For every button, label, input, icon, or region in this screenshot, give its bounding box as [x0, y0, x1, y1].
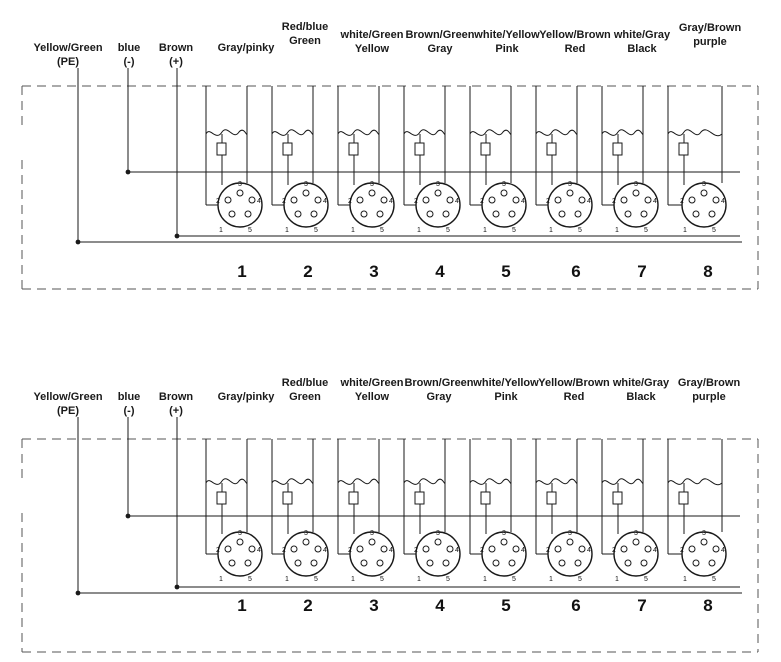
channel-number-8: 8	[703, 262, 713, 281]
svg-text:1: 1	[417, 576, 421, 583]
svg-text:1: 1	[417, 227, 421, 234]
channel-number-7-2: 7	[637, 596, 647, 615]
svg-text:5: 5	[644, 576, 648, 583]
power-label-minus-line1: blue	[117, 42, 141, 54]
svg-text:2: 2	[414, 198, 418, 205]
svg-text:4: 4	[257, 547, 261, 554]
power-label-minus-line2: (-)	[123, 56, 135, 68]
channel-label-7-2: white/Gray Black	[612, 377, 670, 403]
channel-group-3	[338, 86, 394, 234]
svg-text:2: 2	[348, 547, 352, 554]
svg-text:4: 4	[521, 547, 525, 554]
svg-text:2: 2	[216, 547, 220, 554]
channel-group-7	[602, 86, 658, 234]
svg-text:4: 4	[323, 198, 327, 205]
power-label-plus-line1: Brown	[158, 42, 194, 54]
svg-text:5: 5	[578, 227, 582, 234]
channel-number-1: 1	[237, 262, 247, 281]
svg-text:2: 2	[612, 198, 616, 205]
channel-group-2-2	[272, 439, 328, 583]
channel-number-5: 5	[501, 262, 511, 281]
svg-text:2: 2	[480, 547, 484, 554]
svg-text:1: 1	[351, 576, 355, 583]
svg-text:4: 4	[721, 547, 725, 554]
svg-text:2: 2	[414, 547, 418, 554]
svg-text:2: 2	[282, 547, 286, 554]
svg-text:1: 1	[219, 227, 223, 234]
svg-text:5: 5	[380, 227, 384, 234]
svg-text:3: 3	[238, 530, 242, 537]
channel-number-3-2: 3	[369, 596, 379, 615]
channel-label-3-2: white/Green Yellow	[340, 377, 404, 403]
channel-number-6-2: 6	[571, 596, 581, 615]
svg-text:5: 5	[248, 576, 252, 583]
channel-number-2: 2	[303, 262, 313, 281]
svg-text:5: 5	[248, 227, 252, 234]
svg-text:3: 3	[304, 530, 308, 537]
svg-text:2: 2	[680, 198, 684, 205]
channel-group-4	[404, 86, 460, 234]
svg-text:1: 1	[549, 227, 553, 234]
svg-text:3: 3	[436, 530, 440, 537]
svg-text:5: 5	[578, 576, 582, 583]
channel-number-8-2: 8	[703, 596, 713, 615]
svg-text:1: 1	[549, 576, 553, 583]
channel-label-3: white/Green Yellow	[340, 29, 404, 55]
power-label-pe-2: Yellow/Green (PE)	[33, 391, 103, 417]
svg-text:4: 4	[587, 547, 591, 554]
svg-text:3: 3	[634, 181, 638, 188]
channel-group-8	[668, 86, 726, 234]
svg-text:4: 4	[653, 198, 657, 205]
power-label-minus-2: blue (-)	[117, 391, 141, 417]
svg-text:3: 3	[370, 181, 374, 188]
channel-number-6: 6	[571, 262, 581, 281]
channel-label-1: Gray/pinky	[217, 42, 275, 54]
svg-text:5: 5	[380, 576, 384, 583]
svg-text:4: 4	[323, 547, 327, 554]
channel-label-8-2: Gray/Brown purple	[677, 377, 741, 403]
channel-group-3-2	[338, 439, 394, 583]
channel-group-2	[272, 86, 328, 234]
svg-text:3: 3	[436, 181, 440, 188]
svg-text:4: 4	[257, 198, 261, 205]
svg-text:5: 5	[712, 576, 716, 583]
block-bottom-schematic	[0, 331, 781, 662]
channel-number-1-2: 1	[237, 596, 247, 615]
svg-text:4: 4	[587, 198, 591, 205]
svg-text:1: 1	[483, 576, 487, 583]
channel-group-6-2	[536, 439, 592, 583]
svg-text:3: 3	[304, 181, 308, 188]
svg-text:2: 2	[480, 198, 484, 205]
svg-text:4: 4	[721, 198, 725, 205]
svg-text:2: 2	[348, 198, 352, 205]
svg-text:5: 5	[314, 576, 318, 583]
channel-label-4: Brown/Green Gray	[405, 29, 475, 55]
svg-text:4: 4	[389, 198, 393, 205]
svg-text:2: 2	[216, 198, 220, 205]
svg-text:5: 5	[446, 227, 450, 234]
channel-label-2-2: Red/blue Green	[281, 377, 329, 403]
channel-label-7: white/Gray Black	[613, 29, 671, 55]
svg-text:3: 3	[502, 530, 506, 537]
svg-text:1: 1	[615, 576, 619, 583]
channel-label-1-2: Gray/pinky	[217, 391, 275, 403]
svg-text:4: 4	[455, 547, 459, 554]
svg-text:5: 5	[446, 576, 450, 583]
svg-text:4: 4	[389, 547, 393, 554]
svg-text:1: 1	[219, 576, 223, 583]
svg-text:4: 4	[455, 198, 459, 205]
channel-group-8-2	[668, 439, 726, 583]
channel-group-5	[470, 86, 526, 234]
svg-text:2: 2	[282, 198, 286, 205]
channel-group-1	[206, 86, 262, 234]
channel-label-5-2: white/Yellow Pink	[473, 377, 539, 403]
svg-text:1: 1	[683, 227, 687, 234]
wiring-block-bottom	[0, 331, 781, 662]
svg-text:5: 5	[512, 227, 516, 234]
channel-label-6: Yellow/Brown Red	[539, 29, 611, 55]
svg-text:1: 1	[285, 576, 289, 583]
channel-group-6	[536, 86, 592, 234]
svg-text:3: 3	[370, 530, 374, 537]
channel-number-4-2: 4	[435, 596, 445, 615]
svg-text:5: 5	[644, 227, 648, 234]
power-label-plus-line2: (+)	[169, 56, 183, 68]
svg-text:2: 2	[546, 198, 550, 205]
channel-number-4: 4	[435, 262, 445, 281]
channel-number-7: 7	[637, 262, 647, 281]
channel-group-1-2	[206, 439, 262, 583]
svg-text:3: 3	[568, 530, 572, 537]
power-label-pe-line2: (PE)	[57, 56, 79, 68]
svg-text:3: 3	[568, 181, 572, 188]
svg-text:5: 5	[512, 576, 516, 583]
channel-label-8: Gray/Brown purple	[678, 22, 742, 48]
channel-label-5: white/Yellow Pink	[474, 29, 540, 55]
svg-text:2: 2	[546, 547, 550, 554]
channel-group-4-2	[404, 439, 460, 583]
power-label-pe-line1: Yellow/Green	[33, 42, 103, 54]
svg-text:3: 3	[702, 530, 706, 537]
channel-group-7-2	[602, 439, 658, 583]
svg-text:1: 1	[285, 227, 289, 234]
svg-text:2: 2	[612, 547, 616, 554]
channel-group-5-2	[470, 439, 526, 583]
svg-text:5: 5	[712, 227, 716, 234]
svg-text:1: 1	[683, 576, 687, 583]
svg-text:1: 1	[351, 227, 355, 234]
svg-text:3: 3	[634, 530, 638, 537]
channel-label-6-2: Yellow/Brown Red	[538, 377, 610, 403]
channel-number-2-2: 2	[303, 596, 313, 615]
channel-label-4-2: Brown/Green Gray	[404, 377, 474, 403]
svg-text:4: 4	[653, 547, 657, 554]
svg-text:1: 1	[483, 227, 487, 234]
svg-text:3: 3	[702, 181, 706, 188]
svg-text:3: 3	[502, 181, 506, 188]
minus-bus	[126, 68, 740, 174]
channel-number-3: 3	[369, 262, 379, 281]
svg-text:2: 2	[680, 547, 684, 554]
svg-text:3: 3	[238, 181, 242, 188]
svg-text:4: 4	[521, 198, 525, 205]
svg-text:1: 1	[615, 227, 619, 234]
svg-text:5: 5	[314, 227, 318, 234]
channel-number-5-2: 5	[501, 596, 511, 615]
channel-label-2: Red/blue Green	[281, 21, 329, 47]
power-label-plus-2: Brown (+)	[158, 391, 194, 417]
